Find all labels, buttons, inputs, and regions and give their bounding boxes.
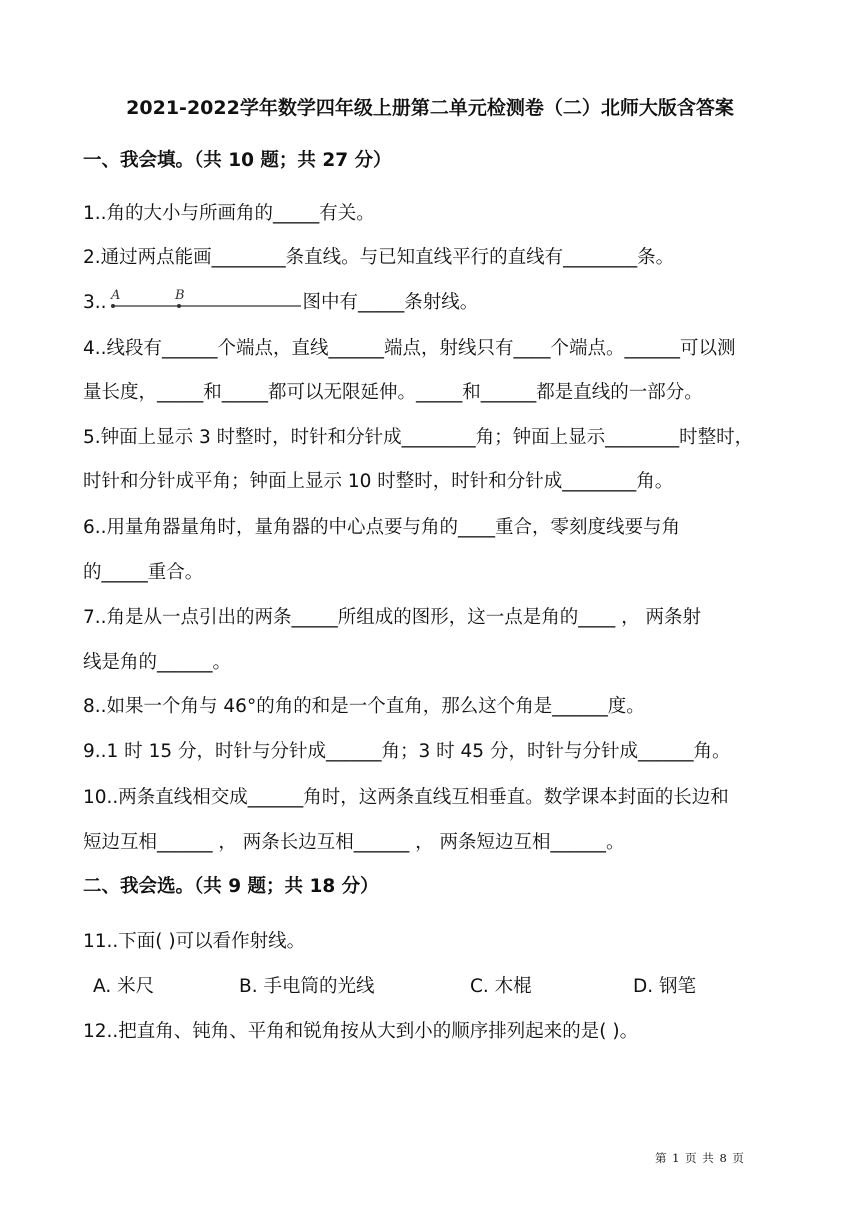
option-c: C. 木棍 xyxy=(470,976,532,997)
question-2: 2.通过两点能画________条直线。与已知直线平行的直线有________条。 xyxy=(83,247,675,268)
question-4-line-2: 量长度，_____和_____都可以无限延伸。_____和______都是直线的一部分。 xyxy=(83,382,703,403)
question-1: 1..角的大小与所画角的_____有关。 xyxy=(83,203,375,224)
question-6-line-1: 6..用量角器量角时，量角器的中心点要与角的____重合，零刻度线要与角 xyxy=(83,517,681,538)
question-6-line-2: 的_____重合。 xyxy=(83,562,204,583)
question-5-line-1: 5.钟面上显示 3 时整时，时针和分针成________角；钟面上显示________时整时， xyxy=(83,427,754,448)
point-a-label: A xyxy=(110,288,120,303)
option-d: D. 钢笔 xyxy=(633,976,697,997)
point-b-dot xyxy=(177,304,181,308)
question-3-text: 图中有_____条射线。 xyxy=(302,292,479,313)
question-9: 9..1 时 15 分，时针与分针成______角；3 时 45 分，时针与分针成______角。 xyxy=(83,741,731,762)
page-footer: 第 1 页 共 8 页 xyxy=(655,1151,745,1165)
question-10-line-1: 10..两条直线相交成______角时，这两条直线互相垂直。数学课本封面的长边和 xyxy=(83,787,729,808)
question-11: 11..下面( )可以看作射线。 xyxy=(83,931,306,952)
option-a: A. 米尺 xyxy=(93,976,155,997)
question-5-line-2: 时针和分针成平角；钟面上显示 10 时整时，时针和分针成________角。 xyxy=(83,471,674,492)
question-10-line-2: 短边互相______ ， 两条长边互相______ ， 两条短边互相______。 xyxy=(83,832,625,853)
document-title: 2021-2022学年数学四年级上册第二单元检测卷（二）北师大版含答案 xyxy=(126,97,734,119)
section-heading-choose: 二、我会选。（共 9 题；共 18 分） xyxy=(83,876,379,897)
question-7-line-2: 线是角的______。 xyxy=(83,652,232,673)
ray-figure xyxy=(107,288,303,312)
point-b-label: B xyxy=(174,288,185,303)
question-7-line-1: 7..角是从一点引出的两条_____所组成的图形，这一点是角的____ ， 两条射 xyxy=(83,607,702,628)
question-3 xyxy=(83,290,478,316)
question-12: 12..把直角、钝角、平角和锐角按从大到小的顺序排列起来的是( )。 xyxy=(83,1021,639,1042)
point-a-dot xyxy=(111,304,115,308)
option-b: B. 手电筒的光线 xyxy=(239,976,375,997)
question-4-line-1: 4..线段有______个端点，直线______端点，射线只有____个端点。______可以测 xyxy=(83,338,736,359)
question-8: 8..如果一个角与 46°的角的和是一个直角，那么这个角是______度。 xyxy=(83,696,645,717)
question-3-number: 3.. xyxy=(83,292,107,313)
section-heading-fill: 一、我会填。（共 10 题；共 27 分） xyxy=(83,150,392,171)
